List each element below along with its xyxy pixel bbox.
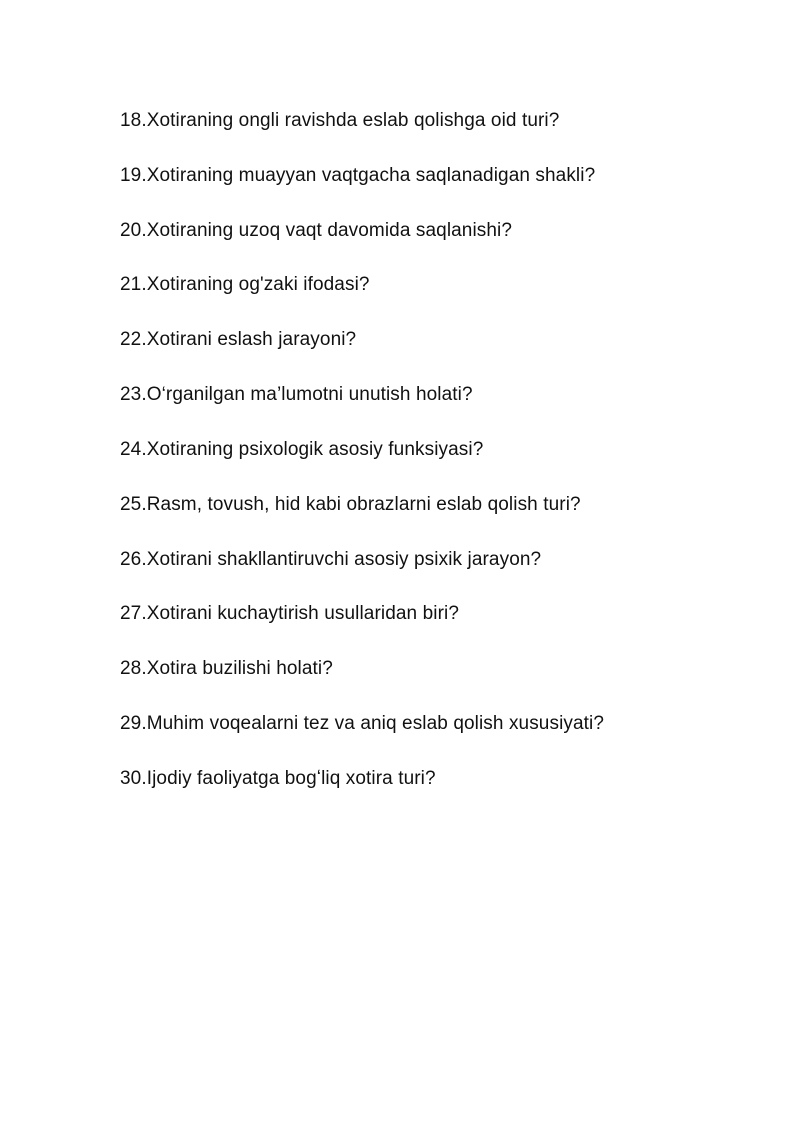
question-21: 21.Xotiraning og'zaki ifodasi? [120, 274, 370, 296]
question-27: 27.Xotirani kuchaytirish usullaridan biri? [120, 603, 459, 625]
question-18: 18.Xotiraning ongli ravishda eslab qolishga oid turi? [120, 110, 560, 131]
question-20: 20.Xotiraning uzoq vaqt davomida saqlanishi? [120, 219, 513, 241]
question-28: 28.Xotira buzilishi holati? [120, 658, 333, 680]
question-30: 30.Ijodiy faoliyatga bogʻliq xotira turi? [120, 767, 436, 789]
question-26: 26.Xotirani shakllantiruvchi asosiy psixik jarayon? [120, 548, 542, 570]
question-list [120, 106, 604, 819]
question-24: 24.Xotiraning psixologik asosiy funksiyasi? [120, 438, 484, 460]
question-23: 23.O‘rganilgan ma’lumotni unutish holati? [120, 384, 473, 406]
question-29: 29.Muhim voqealarni tez va aniq eslab qolish xususiyati? [120, 713, 605, 735]
question-22: 22.Xotirani eslash jarayoni? [120, 329, 357, 351]
question-25: 25.Rasm, tovush, hid kabi obrazlarni eslab qolish turi? [120, 493, 581, 515]
question-19: 19.Xotiraning muayyan vaqtgacha saqlanadigan shakli? [120, 164, 596, 186]
